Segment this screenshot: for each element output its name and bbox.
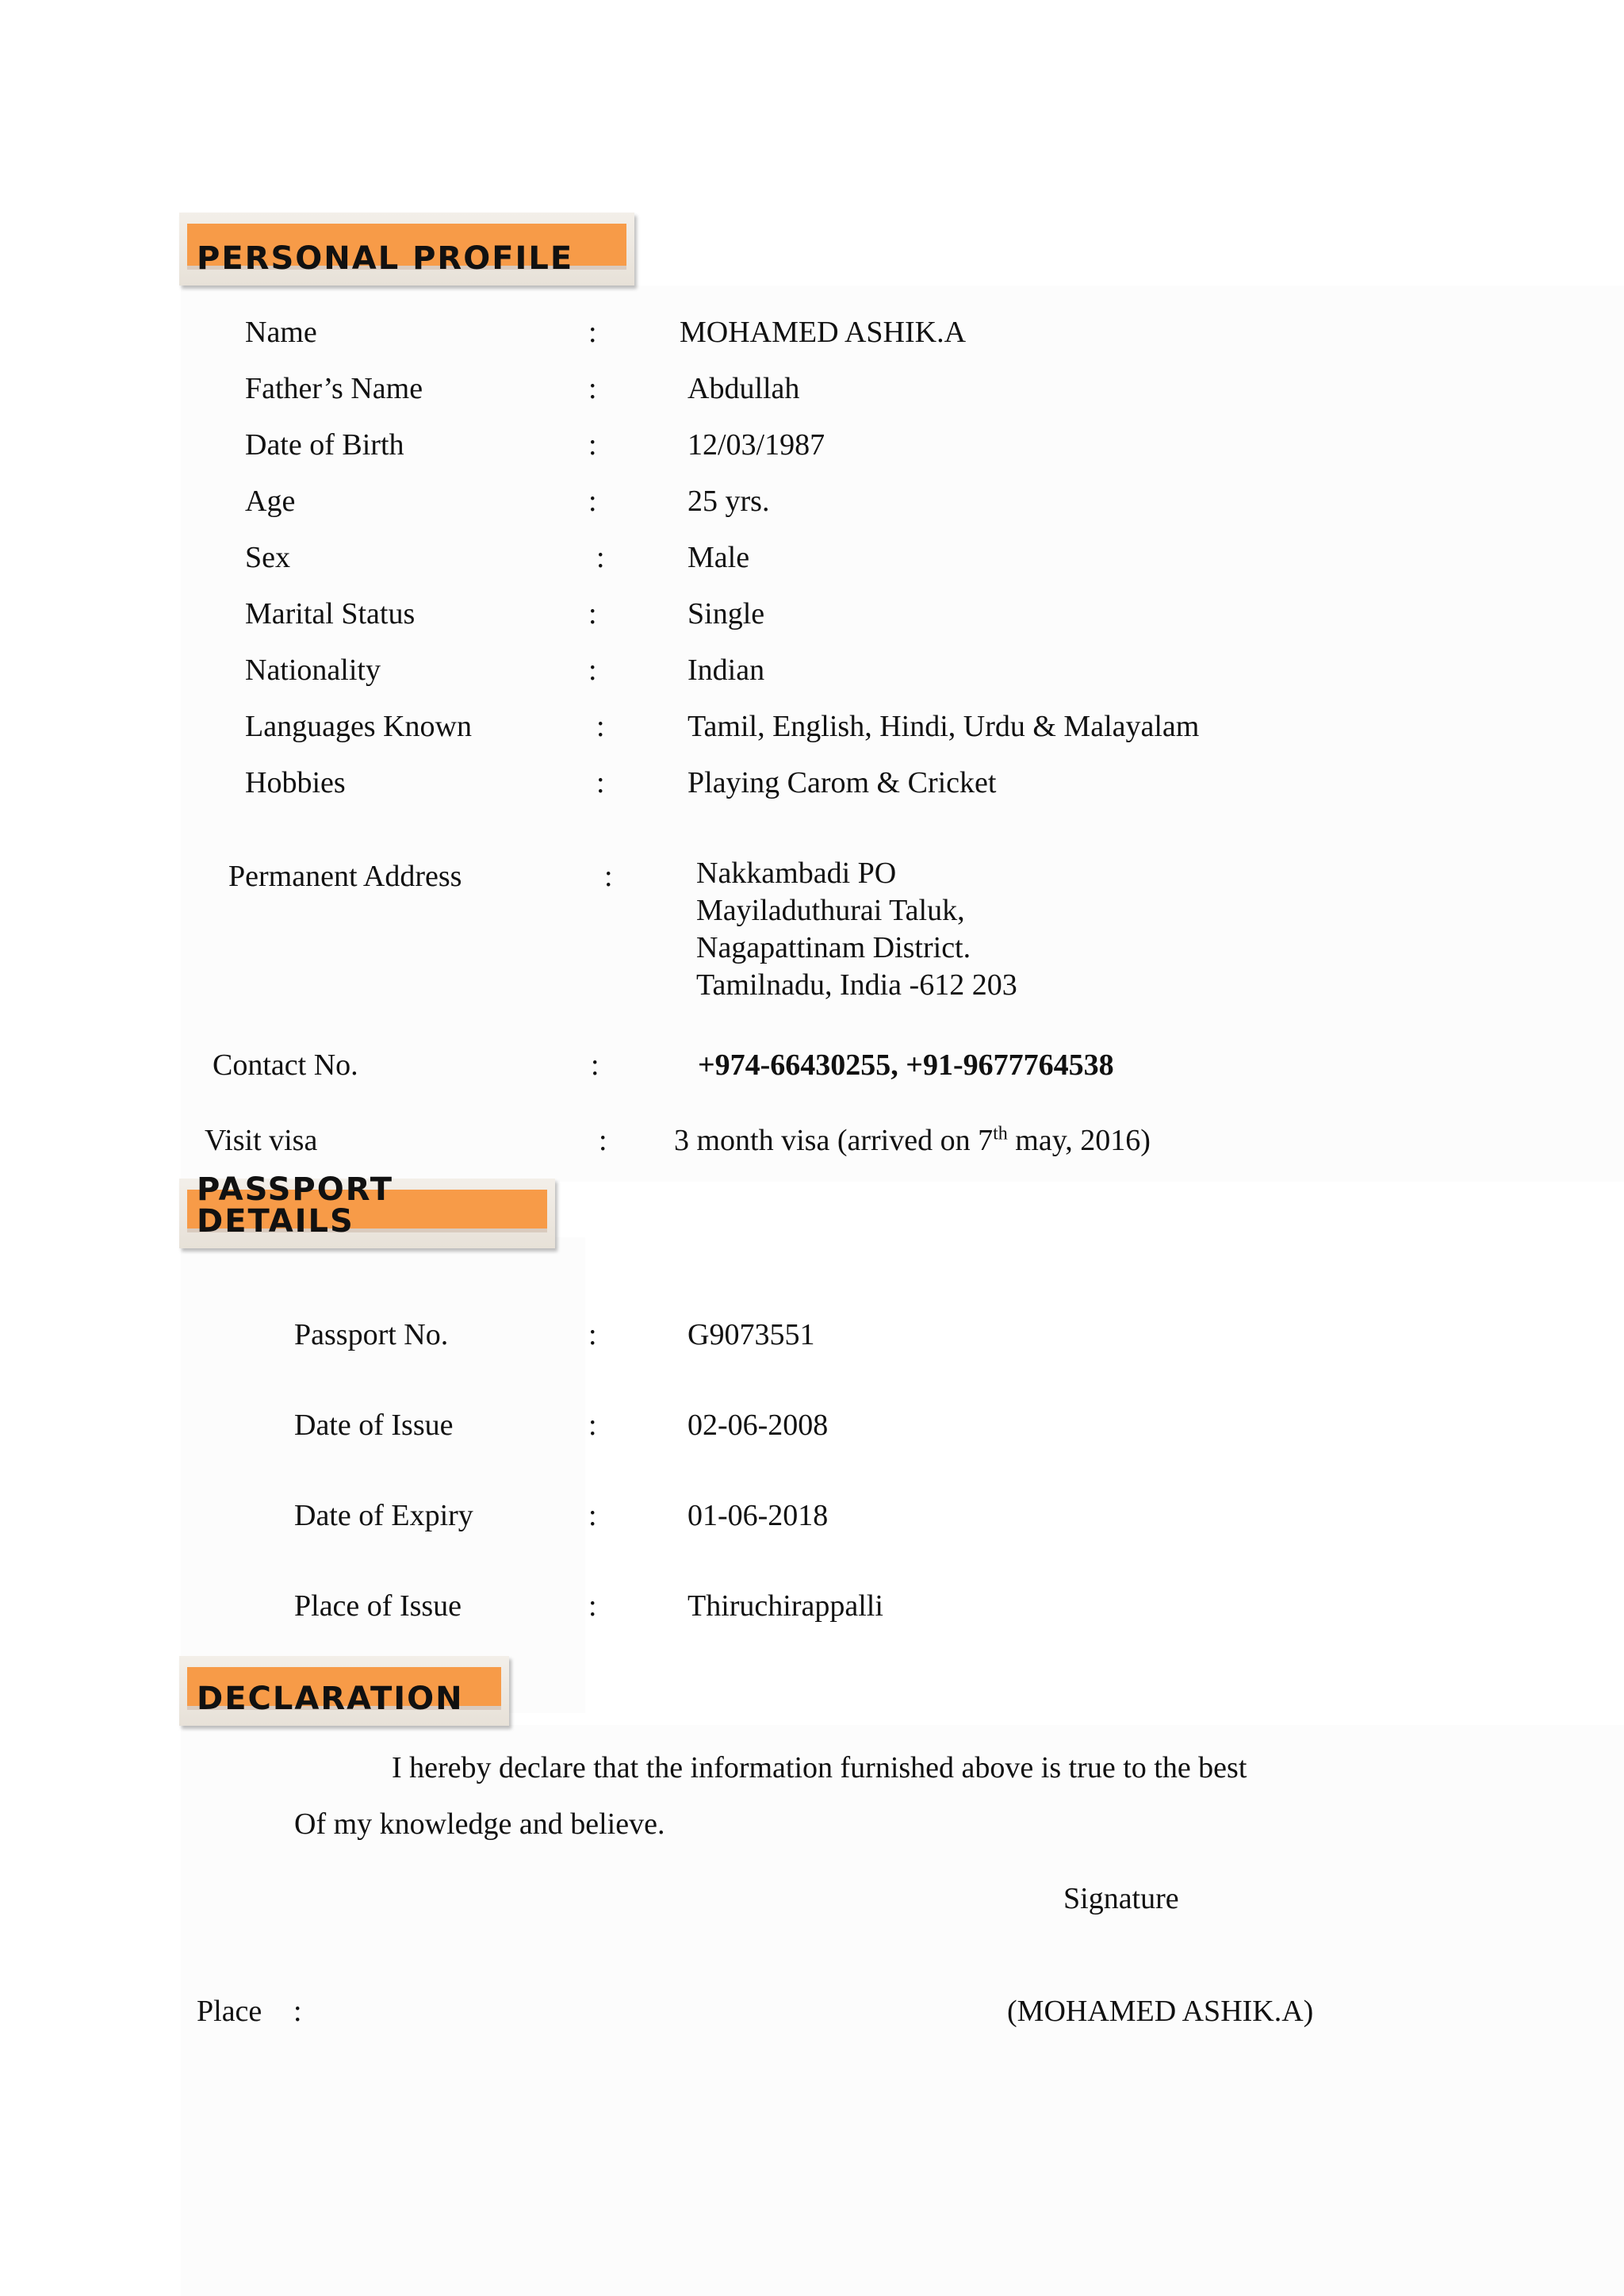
field-label: Nationality	[245, 654, 381, 687]
passport-panel	[181, 1237, 585, 1717]
field-separator: :	[588, 1318, 597, 1351]
field-value: G9073551	[688, 1318, 815, 1351]
field-label: Name	[245, 316, 317, 349]
visa-value-text: 3 month visa (arrived on 7	[674, 1124, 994, 1157]
field-label: Contact No.	[213, 1048, 358, 1082]
field-value: Male	[688, 541, 750, 574]
field-value	[674, 1125, 1151, 1156]
field-label: Sex	[245, 541, 290, 574]
place-separator: :	[293, 1995, 302, 2028]
heading-label: DECLARATION	[197, 1681, 464, 1717]
field-value: Indian	[688, 654, 765, 687]
field-label: Passport No.	[294, 1318, 449, 1351]
field-separator: :	[599, 1124, 607, 1157]
field-value: 12/03/1987	[688, 428, 825, 462]
field-value: 02-06-2008	[688, 1409, 829, 1442]
field-label: Date of Issue	[294, 1409, 454, 1442]
section-heading-declaration	[179, 1656, 509, 1726]
field-separator: :	[604, 860, 613, 893]
declaration-line-2: Of my knowledge and believe.	[294, 1807, 665, 1841]
heading-label: PASSPORT DETAILS	[197, 1171, 394, 1240]
field-separator: :	[588, 316, 597, 349]
field-label: Date of Birth	[245, 428, 404, 462]
field-label: Place of Issue	[294, 1589, 462, 1623]
field-value: Single	[688, 597, 765, 631]
field-separator: :	[588, 485, 597, 518]
field-label: Date of Expiry	[294, 1499, 473, 1532]
field-separator: :	[588, 654, 597, 687]
address-line: Tamilnadu, India -612 203	[696, 968, 1017, 1002]
address-block	[696, 855, 1017, 1004]
field-label: Permanent Address	[228, 860, 462, 893]
field-value: 01-06-2018	[688, 1499, 829, 1532]
section-heading-passport-details	[179, 1171, 555, 1248]
field-label: Marital Status	[245, 597, 416, 631]
section-heading-personal-profile	[179, 213, 634, 286]
field-value: Tamil, English, Hindi, Urdu & Malayalam	[688, 710, 1200, 743]
visa-value-text-end: may, 2016)	[1007, 1124, 1151, 1157]
address-line: Nakkambadi PO	[696, 857, 897, 890]
field-label: Father’s Name	[245, 372, 423, 405]
field-label: Languages Known	[245, 710, 472, 743]
field-separator: :	[596, 541, 605, 574]
field-label: Hobbies	[245, 766, 346, 799]
field-separator: :	[596, 710, 605, 743]
field-separator: :	[588, 597, 597, 631]
field-separator: :	[591, 1048, 599, 1082]
field-separator: :	[588, 1589, 597, 1623]
field-value: Abdullah	[688, 372, 800, 405]
signatory-name: (MOHAMED ASHIK.A)	[1007, 1995, 1314, 2028]
declaration-line-1: I hereby declare that the information furnished above is true to the best	[392, 1751, 1247, 1784]
field-separator: :	[588, 372, 597, 405]
field-value: MOHAMED ASHIK.A	[680, 316, 967, 349]
field-value: +974-66430255, +91-9677764538	[698, 1048, 1114, 1082]
field-value: Thiruchirappalli	[688, 1589, 883, 1623]
visa-value-suffix: th	[993, 1123, 1008, 1144]
field-label: Visit visa	[205, 1124, 318, 1157]
heading-label: PERSONAL PROFILE	[197, 240, 574, 277]
field-separator: :	[588, 1409, 597, 1442]
place-label: Place	[197, 1995, 262, 2028]
field-separator: :	[588, 1499, 597, 1532]
field-value: 25 yrs.	[688, 485, 770, 518]
field-separator: :	[588, 428, 597, 462]
signature-label: Signature	[1063, 1882, 1179, 1915]
field-label: Age	[245, 485, 296, 518]
address-line: Mayiladuthurai Taluk,	[696, 894, 965, 927]
field-value: Playing Carom & Cricket	[688, 766, 997, 799]
address-line: Nagapattinam District.	[696, 931, 971, 964]
field-separator: :	[596, 766, 605, 799]
